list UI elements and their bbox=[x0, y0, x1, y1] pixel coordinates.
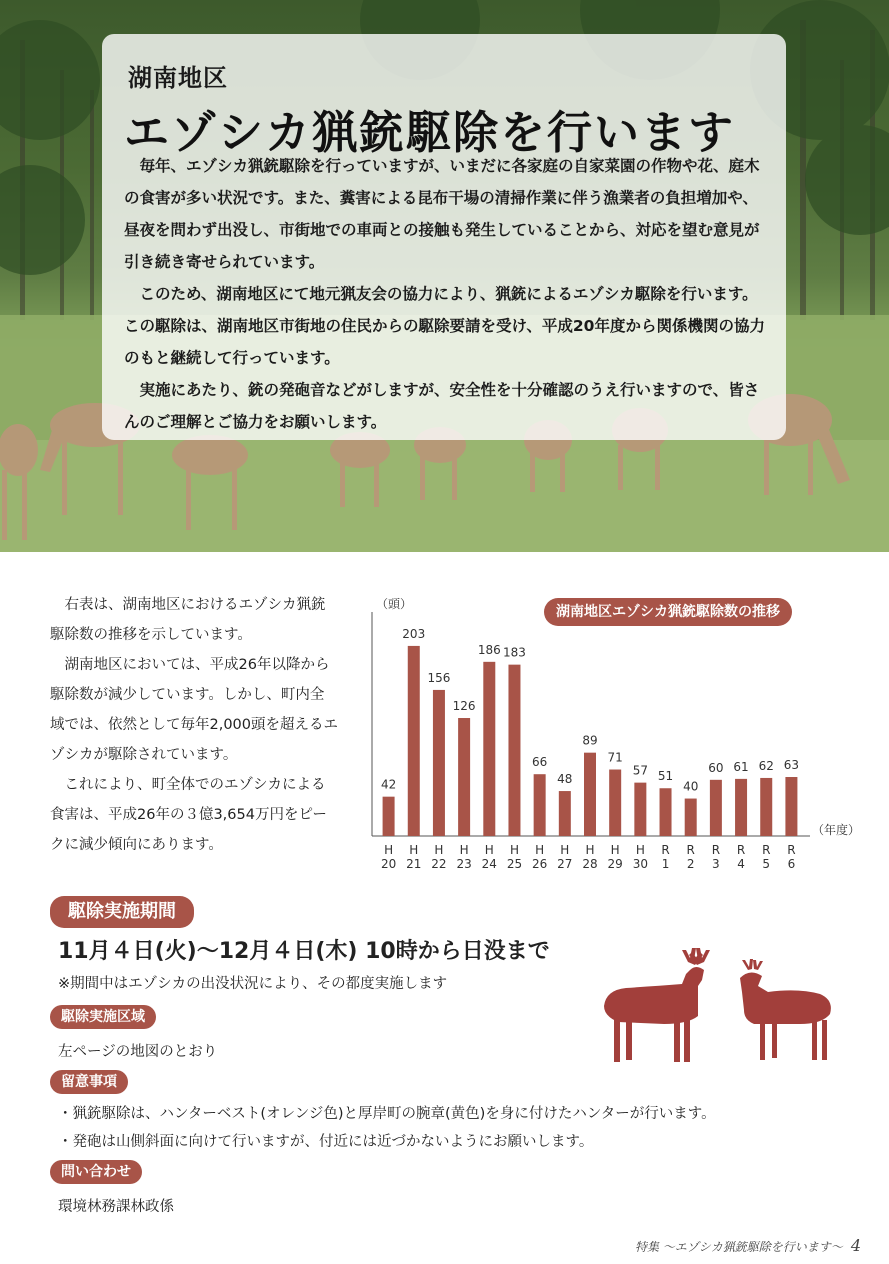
bar-value-label: 40 bbox=[683, 779, 699, 794]
chart-bar bbox=[660, 788, 672, 836]
chart-bar bbox=[760, 778, 772, 836]
chart-bar bbox=[559, 791, 571, 836]
x-tick-label: H bbox=[409, 843, 419, 857]
x-tick-label: H bbox=[560, 843, 570, 857]
hero-body bbox=[124, 150, 766, 438]
bar-value-label: 42 bbox=[380, 777, 397, 792]
period-dates: 11月４日(火)～12月４日(木) 10時から日没まで bbox=[58, 939, 550, 964]
chart-bar bbox=[508, 665, 520, 836]
x-tick-label: 1 bbox=[661, 857, 670, 871]
x-tick-label: 24 bbox=[481, 857, 497, 871]
x-tick-label: 30 bbox=[632, 857, 648, 871]
note-item: ・発砲は山側斜面に向けて行いますが、付近には近づかないようにお願いします。 bbox=[58, 1134, 594, 1150]
contact-text: 環境林務課林政係 bbox=[58, 1199, 174, 1215]
x-tick-label: H bbox=[635, 843, 645, 857]
bar-value-label: 57 bbox=[632, 763, 648, 778]
hero-paragraph: このため、湖南地区にて地元猟友会の協力により、猟銃によるエゾシカ駆除を行います。この駆除は、湖南地区市街地の住民からの駆除要請を受け、平成20年度から関係機関の協力のもと継続して行っています。 bbox=[124, 285, 765, 367]
bar-value-label: 60 bbox=[708, 760, 724, 775]
contact-label: 問い合わせ bbox=[50, 1160, 142, 1184]
bar-value-label: 126 bbox=[452, 699, 476, 714]
chart-bar bbox=[634, 783, 646, 836]
x-tick-label: 26 bbox=[532, 857, 548, 871]
x-tick-label: 28 bbox=[582, 857, 598, 871]
x-tick-label: R bbox=[711, 843, 721, 857]
bar-value-label: 89 bbox=[582, 733, 598, 748]
hero-subtitle: 湖南地区 bbox=[128, 64, 228, 92]
x-tick-label: R bbox=[661, 843, 670, 857]
x-tick-label: 29 bbox=[607, 857, 623, 871]
bar-value-label: 63 bbox=[783, 758, 800, 773]
chart-description bbox=[50, 590, 338, 860]
x-tick-label: H bbox=[610, 843, 620, 857]
chart-bar bbox=[735, 779, 747, 836]
bar-value-label: 51 bbox=[657, 769, 674, 784]
x-tick-label: H bbox=[535, 843, 545, 857]
x-tick-label: R bbox=[762, 843, 771, 857]
x-tick-label: H bbox=[384, 843, 394, 857]
chart-bar bbox=[483, 662, 495, 836]
bar-value-label: 203 bbox=[402, 626, 426, 641]
chart-title: 湖南地区エゾシカ猟銃駆除数の推移 bbox=[544, 598, 792, 626]
x-tick-label: 5 bbox=[762, 857, 771, 871]
bar-value-label: 62 bbox=[758, 758, 774, 773]
x-tick-label: R bbox=[787, 843, 796, 857]
chart-bar bbox=[785, 777, 797, 836]
description-paragraph: 湖南地区においては、平成26年以降から駆除数が減少しています。しかし、町内全域では、依然として毎年2,000頭を超えるエゾシカが駆除されています。 bbox=[50, 657, 339, 763]
chart-bar bbox=[458, 718, 470, 836]
bar-value-label: 66 bbox=[532, 755, 548, 770]
x-tick-label: H bbox=[484, 843, 494, 857]
page-title: エゾシカ猟銃駆除を行います bbox=[124, 106, 736, 159]
x-tick-label: 20 bbox=[380, 857, 397, 871]
x-axis-label: （年度） bbox=[812, 823, 860, 837]
chart-bar bbox=[534, 774, 546, 836]
hero-paragraph: 毎年、エゾシカ猟銃駆除を行っていますが、いまだに各家庭の自家菜園の作物や花、庭木の食害が多い状況です。また、糞害による昆布干場の清掃作業に伴う漁業者の負担増加や、昼夜を問わず出没し、市街地での車両との接触も発生していることから、対応を望む意見が引き続き寄せられています。 bbox=[124, 157, 760, 271]
chart-bar bbox=[584, 753, 596, 836]
chart-bar bbox=[433, 690, 445, 836]
description-paragraph: 右表は、湖南地区におけるエゾシカ猟銃駆除数の推移を示しています。 bbox=[50, 597, 326, 643]
x-tick-label: 6 bbox=[787, 857, 796, 871]
x-tick-label: 21 bbox=[406, 857, 422, 871]
chart-bar bbox=[383, 797, 395, 836]
bar-value-label: 48 bbox=[557, 772, 573, 787]
note-item: ・猟銃駆除は、ハンターベスト(オレンジ色)と厚岸町の腕章(黄色)を身に付けたハンターが行います。 bbox=[58, 1106, 716, 1122]
x-tick-label: H bbox=[585, 843, 595, 857]
x-tick-label: 27 bbox=[557, 857, 573, 871]
deer-silhouette-icon bbox=[600, 940, 840, 1070]
period-label: 駆除実施期間 bbox=[50, 896, 194, 928]
page-footer bbox=[635, 1236, 861, 1255]
bar-chart bbox=[360, 590, 860, 880]
bar-value-label: 71 bbox=[607, 750, 623, 765]
chart-canvas bbox=[360, 590, 860, 880]
hero-paragraph: 実施にあたり、銃の発砲音などがしますが、安全性を十分確認のうえ行いますので、皆さんのご理解とご協力をお願いします。 bbox=[124, 381, 760, 431]
bar-value-label: 61 bbox=[733, 759, 749, 774]
x-tick-label: 25 bbox=[506, 857, 523, 871]
chart-bar bbox=[609, 770, 621, 836]
x-tick-label: H bbox=[434, 843, 444, 857]
notes-label: 留意事項 bbox=[50, 1070, 128, 1094]
x-tick-label: R bbox=[686, 843, 695, 857]
x-tick-label: 23 bbox=[456, 857, 472, 871]
description-paragraph: これにより、町全体でのエゾシカによる食害は、平成26年の３億3,654万円をピークに減少傾向にあります。 bbox=[50, 777, 327, 853]
area-label: 駆除実施区域 bbox=[50, 1005, 156, 1029]
x-tick-label: 3 bbox=[712, 857, 720, 871]
period-note: ※期間中はエゾシカの出没状況により、その都度実施します bbox=[58, 976, 448, 992]
area-text: 左ページの地図のとおり bbox=[58, 1044, 218, 1060]
footer-feature: 特集 ～エゾシカ猟銃駆除を行います～ bbox=[634, 1240, 843, 1254]
bar-value-label: 156 bbox=[427, 670, 451, 685]
x-tick-label: R bbox=[736, 843, 746, 857]
x-tick-label: 4 bbox=[737, 857, 745, 871]
x-tick-label: 2 bbox=[686, 857, 695, 871]
x-tick-label: H bbox=[459, 843, 469, 857]
chart-bar bbox=[408, 646, 420, 836]
y-axis-label: （頭） bbox=[376, 597, 413, 611]
bar-value-label: 186 bbox=[477, 642, 501, 657]
chart-bar bbox=[685, 799, 697, 836]
x-tick-label: 22 bbox=[431, 857, 447, 871]
x-tick-label: H bbox=[509, 843, 519, 857]
chart-bar bbox=[710, 780, 722, 836]
page-number: 4 bbox=[850, 1236, 861, 1255]
bar-value-label: 183 bbox=[503, 645, 526, 660]
